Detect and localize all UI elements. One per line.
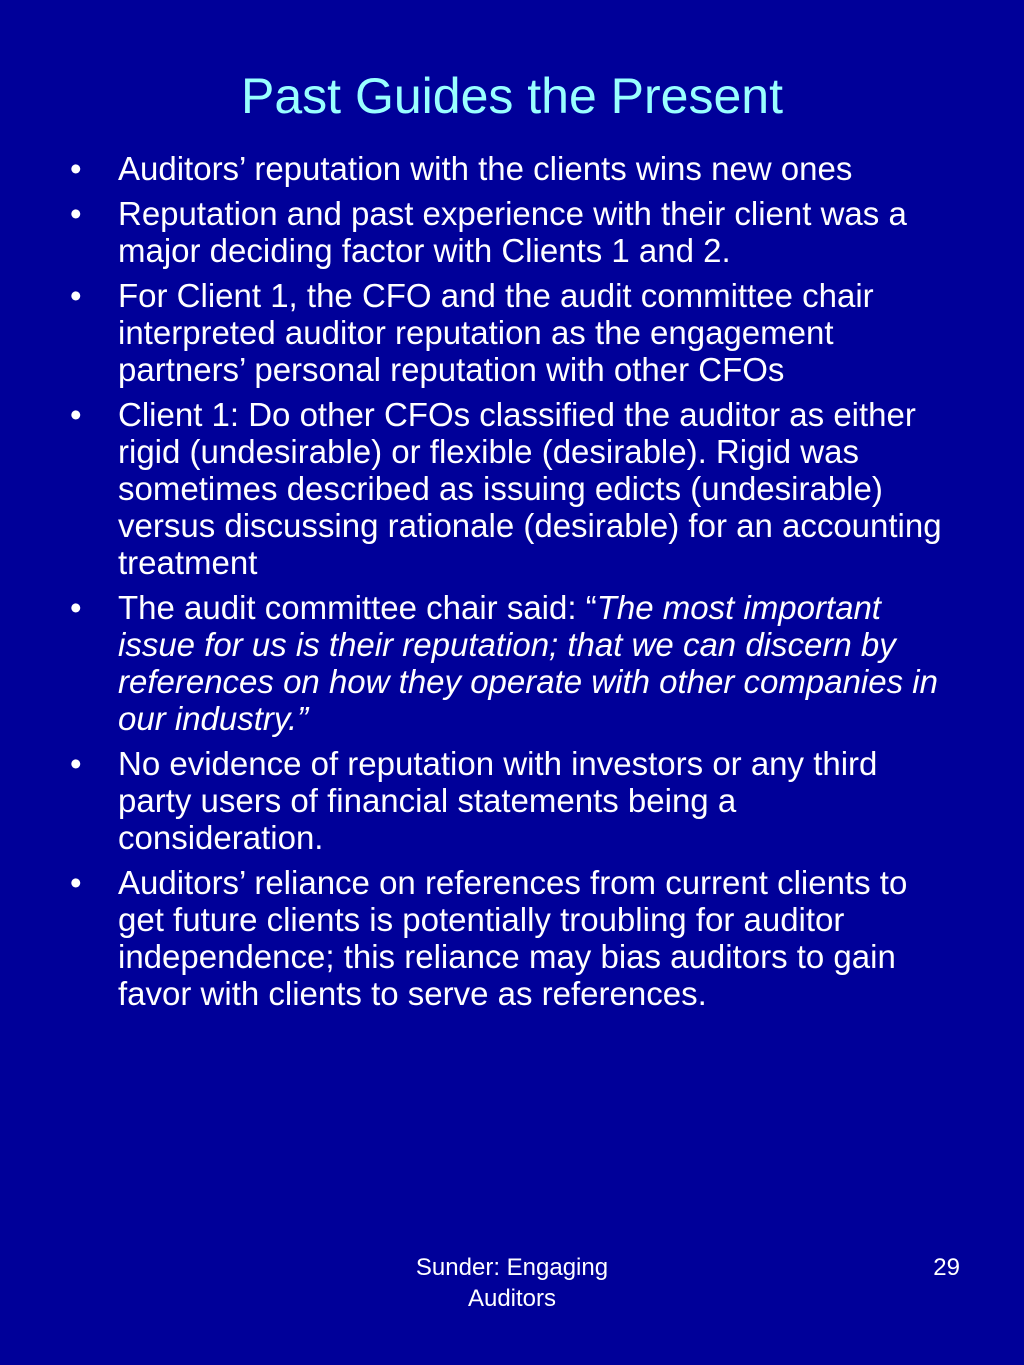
bullet-icon: • (70, 277, 82, 314)
bullet-icon: • (70, 864, 82, 901)
bullet-text: Reputation and past experience with their client was a major deciding factor with Clients 1 and 2. (118, 195, 907, 269)
footer-source-line: Auditors (467, 1285, 557, 1312)
bullet-icon: • (70, 150, 82, 187)
bullet-text: Auditors’ reliance on references from current clients to get future clients is potentially troubling for auditor independence; this reliance may bias auditors to gain favor with clients to serve as references. (118, 864, 908, 1012)
bullet-text: Client 1: Do other CFOs classified the auditor as either rigid (undesirable) or flexible (desirable). Rigid was sometimes described as issuing edicts (undesirable) versus discussing rationale (desirable) for an accounting treatment (118, 396, 942, 581)
bullet-item (70, 277, 950, 388)
bullet-text: Auditors’ reputation with the clients wins new ones (118, 150, 853, 187)
bullet-icon: • (70, 195, 82, 232)
bullet-item (70, 150, 950, 187)
footer-source (362, 1252, 662, 1314)
bullet-icon: • (70, 589, 82, 626)
bullet-text (118, 589, 938, 737)
quote-text: The most important issue for us is their reputation; that we can discern by references on how they operate with other companies in our industry.” (118, 589, 938, 737)
bullet-icon: • (70, 745, 82, 782)
bullet-text: No evidence of reputation with investors or any third party users of financial statements being a consideration. (118, 745, 878, 856)
bullet-item (70, 745, 950, 856)
slide-title: Past Guides the Present (241, 68, 783, 124)
bullet-item (70, 195, 950, 269)
bullet-list (70, 150, 950, 1020)
bullet-text: For Client 1, the CFO and the audit committee chair interpreted auditor reputation as the engagement partners’ personal reputation with other CFOs (118, 277, 874, 388)
quote-intro: The audit committee chair said: “ (118, 589, 597, 626)
bullet-item (70, 589, 950, 737)
bullet-item (70, 396, 950, 581)
footer-source-line: Sunder: Engaging (415, 1254, 609, 1281)
page-number: 29 (933, 1254, 960, 1281)
bullet-icon: • (70, 396, 82, 433)
bullet-item (70, 864, 950, 1012)
